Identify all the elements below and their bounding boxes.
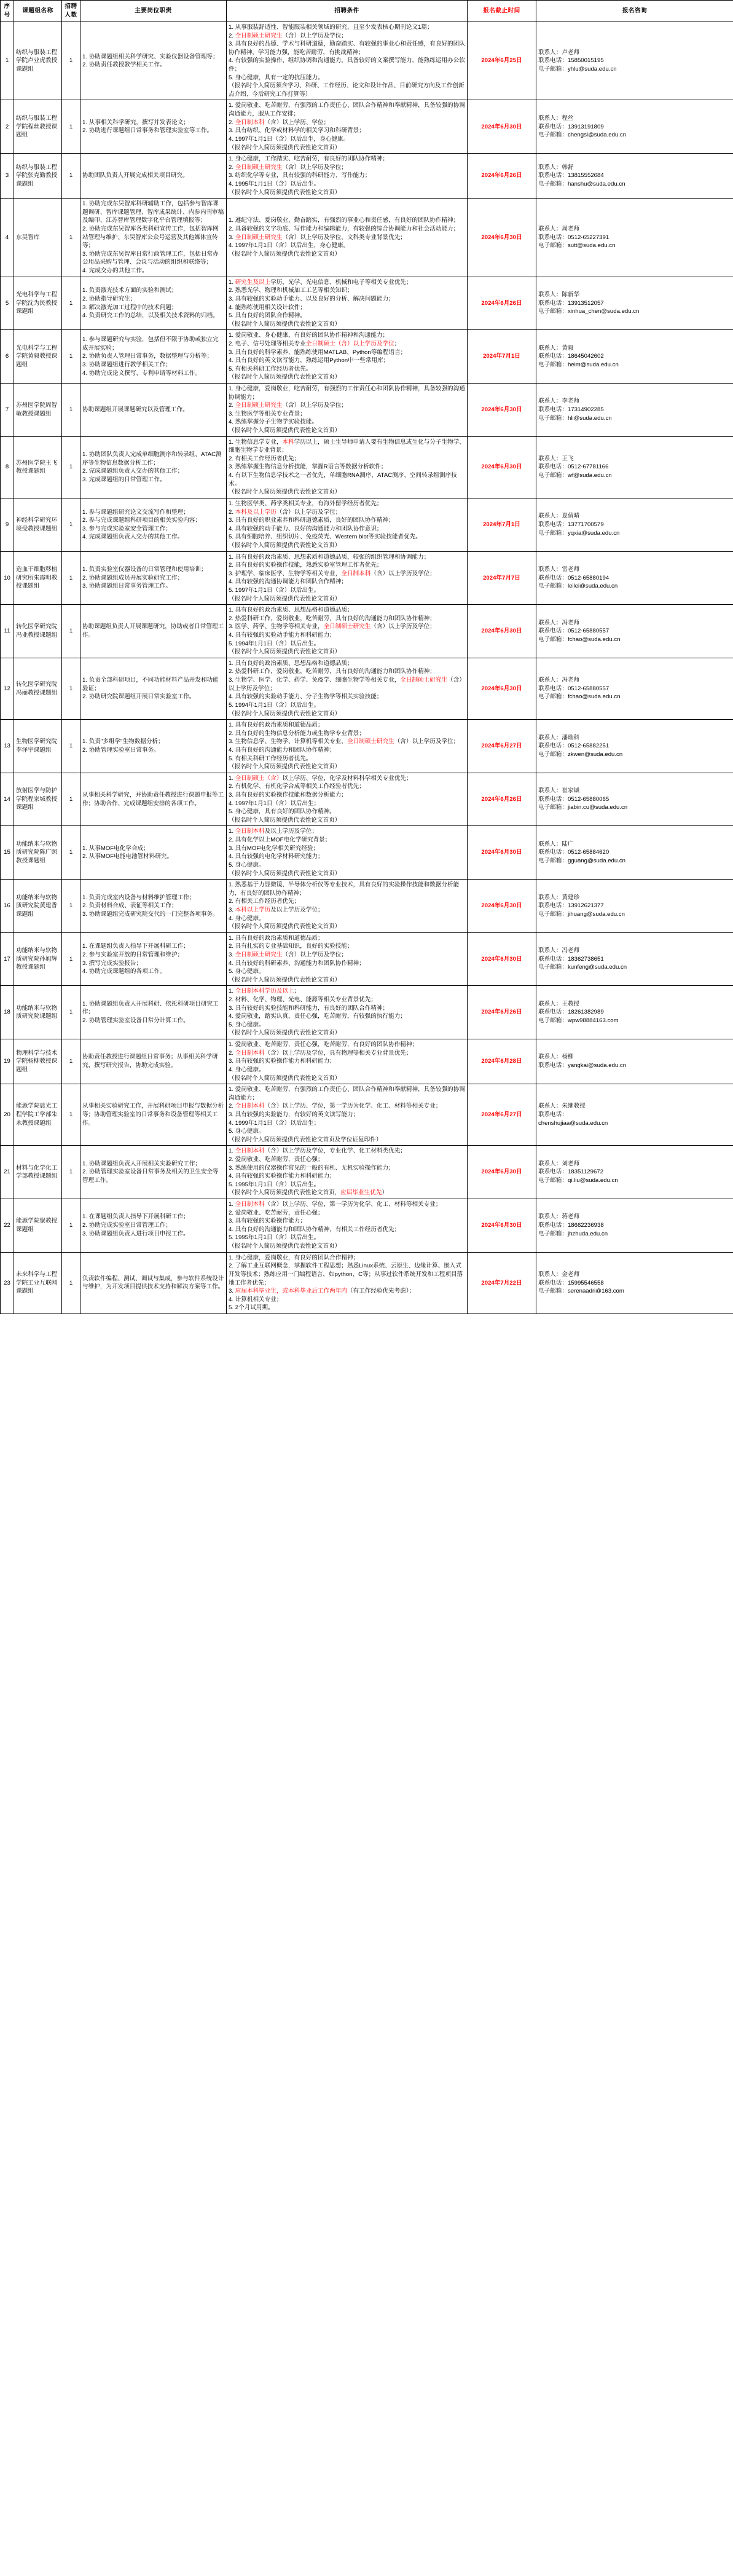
contact-info: 联系人：金老师 联系电话：15995546558 电子邮箱：serenaadri@163.com bbox=[536, 1252, 733, 1314]
table-row bbox=[1, 720, 733, 773]
application-deadline: 2024年6月27日 bbox=[468, 720, 536, 773]
recruitment-conditions: 1. 具有良好的政治素质、思想素质和道德品质，较强的组织管理和协调能力； 2. 具有良好的实验操作技能，熟悉实验室管理工作者优先； 3. 护理学、临床医学、生物学等相关专业，全日制本科（含）以上学历及学位； 4. 具有较强的沟通协调能力和团队合作精神； 5. 1997年1月1日（含）以后出生。 （报名时个人简历须提供代表性论文首页） bbox=[227, 551, 468, 605]
headcount: 1 bbox=[62, 551, 80, 605]
table-row bbox=[1, 773, 733, 826]
row-index: 18 bbox=[1, 986, 14, 1039]
job-duties: 1. 参与课题组研究论文交流写作和整理； 2. 参与完成课题组科研项目的相关实验内容； 3. 参与完成实验室安全管理工作； 4. 完成课题组负责人交办的其他工作。 bbox=[80, 498, 227, 551]
application-deadline: 2024年6月26日 bbox=[468, 154, 536, 199]
application-deadline: 2024年6月30日 bbox=[468, 383, 536, 436]
research-group-name: 转化医学研究院冯丽教授课题组 bbox=[14, 658, 62, 719]
table-row bbox=[1, 330, 733, 384]
job-duties: 从事相关实验研究工作，开展科研项目申报与数据分析等；协助管理实验室的日常事务和设备管理等相关工作。 bbox=[80, 1084, 227, 1146]
column-header-duties: 主要岗位职责 bbox=[80, 1, 227, 22]
column-header-conditions: 招聘条件 bbox=[227, 1, 468, 22]
recruitment-conditions: 1. 爱岗敬业、吃苦耐劳，有强烈的工作责任心、团队合作精神和奉献精神，具备较强的协调沟通能力，服从工作安排； 2. 全日制本科（含）以上学历、学位； 3. 具有纺织、化学或材料学的相关学习和科研背景； 4. 1997年1月1日（含）以后出生，身心健康。 （报名时个人简历须提供代表性论文首页） bbox=[227, 100, 468, 154]
contact-info: 联系人：李老师 联系电话：17314902285 电子邮箱：hli@suda.edu.cn bbox=[536, 383, 733, 436]
table-row bbox=[1, 1084, 733, 1146]
contact-info: 联系人：冯老师 联系电话：0512-65880557 电子邮箱：fchao@suda.edu.cn bbox=[536, 605, 733, 658]
application-deadline: 2024年7月22日 bbox=[468, 1252, 536, 1314]
contact-info: 联系人：朱继教授 联系电话： chenshujiaa@suda.edu.cn bbox=[536, 1084, 733, 1146]
recruitment-conditions: 1. 全日制本科（含）以上学历、学位，第一学历为化学、化工、材料等相关专业； 2. 爱岗敬业、吃苦耐劳，责任心强； 3. 具有较强的实验操作能力； 4. 具有良好的沟通能力和团队协作精神，有相关工作经历者优先； 5. 1995年1月1日（含）以后出生。 （报名时个人简历须提供代表性论文首页） bbox=[227, 1199, 468, 1253]
research-group-name: 转化医学研究院冯业教授课题组 bbox=[14, 605, 62, 658]
application-deadline: 2024年7月7日 bbox=[468, 551, 536, 605]
row-index: 2 bbox=[1, 100, 14, 154]
headcount: 1 bbox=[62, 605, 80, 658]
recruitment-conditions: 1. 爱岗敬业、身心健康，有良好的团队协作精神和沟通能力； 2. 电子、信号处理等相关专业全日制硕士（含）以上学历及学位； 3. 具有良好的科学素养，能熟练使用MATLAB、Python等编程语言； 4. 具有良好的英文读写能力，熟练运用Python中一些常用库； 5. 有相关科研工作经历者优先。 （报名时个人简历须提供代表性论文首页） bbox=[227, 330, 468, 384]
row-index: 9 bbox=[1, 498, 14, 551]
job-duties: 1. 负责"多组学"生物数据分析； 2. 协助管理实验室日常事务。 bbox=[80, 720, 227, 773]
contact-info: 联系人：黄建珍 联系电话：13912621377 电子邮箱：jihuang@suda.edu.cn bbox=[536, 880, 733, 933]
research-group-name: 功能纳米与软物质研究院课题组 bbox=[14, 986, 62, 1039]
headcount: 1 bbox=[62, 1039, 80, 1084]
job-duties: 1. 协助课题组负责人开展相关实验研究工作； 2. 协助管理实验室设备日常事务及相关的卫生安全等管理工作。 bbox=[80, 1146, 227, 1199]
column-header-group: 课题组名称 bbox=[14, 1, 62, 22]
table-row bbox=[1, 826, 733, 880]
job-duties: 1. 协助团队负责人完成单细胞测序和转录组、ATAC测序等生物信息数据分析工作； 2. 完成课题组负责人交办的其他工作； 3. 完成课题组的日常管理工作。 bbox=[80, 436, 227, 498]
headcount: 1 bbox=[62, 1199, 80, 1253]
table-row bbox=[1, 277, 733, 330]
table-header bbox=[1, 1, 733, 22]
research-group-name: 功能纳米与软物质研究院黄建香课题组 bbox=[14, 880, 62, 933]
job-duties: 1. 在课题组负责人指导下开展科研工作； 2. 参与实验室开放的日常管理和维护； 3. 撰写完成实验报告； 4. 协助完成课题组的各项工作。 bbox=[80, 932, 227, 986]
application-deadline: 2024年6月30日 bbox=[468, 826, 536, 880]
application-deadline: 2024年6月30日 bbox=[468, 100, 536, 154]
column-header-deadline: 报名截止时间 bbox=[468, 1, 536, 22]
row-index: 8 bbox=[1, 436, 14, 498]
contact-info: 联系人：程丝 联系电话：13913191809 电子邮箱：chengsi@suda.edu.cn bbox=[536, 100, 733, 154]
table-row bbox=[1, 1039, 733, 1084]
headcount: 1 bbox=[62, 383, 80, 436]
column-header-contact: 报名咨询 bbox=[536, 1, 733, 22]
headcount: 1 bbox=[62, 330, 80, 384]
row-index: 12 bbox=[1, 658, 14, 719]
headcount: 1 bbox=[62, 498, 80, 551]
job-duties: 1. 负责全部科研项目，不同功能材料产品开发和功能验证； 2. 协助研究院课题组开展日常实验室工作。 bbox=[80, 658, 227, 719]
table-row bbox=[1, 605, 733, 658]
contact-info: 联系人：王飞 联系电话：0512-67781166 电子邮箱：wf@suda.edu.cn bbox=[536, 436, 733, 498]
recruitment-conditions: 1. 全日制硕士（含）以上学历、学位，化学及材料科学相关专业优先； 2. 有机化学、有机化学合成等相关工作经验者优先； 3. 具有良好的实验操作技能和数据分析能力； 4. 1997年1月1日（含）以后出生； 5. 身心健康，具有良好的团队协作精神。 （报名时个人简历须提供代表性论文首页） bbox=[227, 773, 468, 826]
table-row bbox=[1, 880, 733, 933]
recruitment-conditions: 1. 熟悉基于力显微镜、半导体分析仪等专业技术，具有良好的实验操作技能和数据分析能力，有良好的团队协作精神； 2. 有相关工作经历者优先； 3. 本科以上学历及以上学历及学位； 4. 身心健康。 （报名时个人简历须提供代表性论文首页） bbox=[227, 880, 468, 933]
contact-info: 联系人：刘老师 联系电话：18351129672 电子邮箱：qi.liu@suda.edu.cn bbox=[536, 1146, 733, 1199]
research-group-name: 功能纳米与软物质研究院陈广照教授课题组 bbox=[14, 826, 62, 880]
row-index: 11 bbox=[1, 605, 14, 658]
recruitment-conditions: 1. 身心健康，爱岗敬业，吃苦耐劳，有强烈的工作责任心和团队协作精神，具备较强的沟通协调能力； 2. 全日制硕士研究生（含）以上学历及学位； 3. 生物医学等相关专业背景； 4. 熟练掌握分子生物学实验技能。 （报名时个人简历须提供代表性论文首页） bbox=[227, 383, 468, 436]
headcount: 1 bbox=[62, 720, 80, 773]
research-group-name: 纺织与服装工程学院卢业虎教授课题组 bbox=[14, 22, 62, 100]
contact-info: 联系人：潘瑞科 联系电话：0512-65882251 电子邮箱：zkwen@suda.edu.cn bbox=[536, 720, 733, 773]
research-group-name: 放射医学与防护学院程家城教授课题组 bbox=[14, 773, 62, 826]
contact-info: 联系人：陆广 联系电话：0512-65884620 电子邮箱：gguang@suda.edu.cn bbox=[536, 826, 733, 880]
row-index: 14 bbox=[1, 773, 14, 826]
job-duties: 1. 参与课题研究与实验，包括但不限于协助或独立完成开展实验； 2. 协助负责人管理日常事务，数据整理与分析等； 3. 协助课题组进行教学相关工作； 4. 协助完成论文撰写、专利申请等材料工作。 bbox=[80, 330, 227, 384]
table-row bbox=[1, 199, 733, 277]
table-row bbox=[1, 1199, 733, 1253]
row-index: 21 bbox=[1, 1146, 14, 1199]
research-group-name: 纺织与服装工程学院程丝教授课题组 bbox=[14, 100, 62, 154]
headcount: 1 bbox=[62, 436, 80, 498]
headcount: 1 bbox=[62, 1146, 80, 1199]
column-header-index: 序 号 bbox=[1, 1, 14, 22]
application-deadline: 2024年6月26日 bbox=[468, 773, 536, 826]
row-index: 7 bbox=[1, 383, 14, 436]
job-duties: 1. 从事MOF电化学合成； 2. 从事MOF电能电池管材料研究。 bbox=[80, 826, 227, 880]
research-group-name: 功能纳米与软物质研究院孙旭辉教授课题组 bbox=[14, 932, 62, 986]
job-duties: 1. 在课题组负责人指导下开展科研工作； 2. 协助完成实验室日常管理工作； 3. 协助课题组负责人进行项目申报工作。 bbox=[80, 1199, 227, 1253]
research-group-name: 未来科学与工程学院工业互联网课题组 bbox=[14, 1252, 62, 1314]
application-deadline: 2024年7月1日 bbox=[468, 330, 536, 384]
row-index: 17 bbox=[1, 932, 14, 986]
research-group-name: 能源学院聚教授课题组 bbox=[14, 1199, 62, 1253]
table-row bbox=[1, 1146, 733, 1199]
row-index: 16 bbox=[1, 880, 14, 933]
recruitment-conditions: 1. 具有良好的政治素质、思想品格和道德品质； 2. 热爱科研工作，爱岗敬业，吃苦耐劳，具有良好的沟通能力和团队协作精神； 3. 医学、药学、生物学等相关专业，全日制硕士研究生（含）以上学历及学位； 4. 具有较强的实验动手能力和科研能力； 5. 1994年1月1日（含）以后出生。 （报名时个人简历须提供代表性论文首页） bbox=[227, 605, 468, 658]
research-group-name: 纺织与服装工程学院张克勤教授课题组 bbox=[14, 154, 62, 199]
row-index: 5 bbox=[1, 277, 14, 330]
row-index: 20 bbox=[1, 1084, 14, 1146]
contact-info: 联系人：冯老师 联系电话：18362738651 电子邮箱：kunfeng@suda.edu.cn bbox=[536, 932, 733, 986]
recruitment-conditions: 1. 生物医学类、药学类相关专业，有海外留学经历者优先； 2. 本科及以上学历（含）以上学历及学位； 3. 具有良好的职业素养和科研道德素质，良好的团队协作精神； 4. 具有较强的动手能力、良好的沟通能力和团队协作意识； 5. 具有细胞培养、组织切片、免疫荧光、Western blot等实验技能者优先。 （报名时个人简历须提供代表性论文首页） bbox=[227, 498, 468, 551]
job-duties: 1. 负责激光技术方面的实验和测试； 2. 协助指导研究生； 3. 解决激光加工过程中的技术问题； 4. 负责研究工作的总结，以及相关技术资料的归档。 bbox=[80, 277, 227, 330]
headcount: 1 bbox=[62, 1252, 80, 1314]
row-index: 19 bbox=[1, 1039, 14, 1084]
table-row bbox=[1, 986, 733, 1039]
table-row bbox=[1, 498, 733, 551]
research-group-name: 光电科学与工程学院黄毅教授课题组 bbox=[14, 330, 62, 384]
application-deadline: 2024年6月30日 bbox=[468, 658, 536, 719]
headcount: 1 bbox=[62, 932, 80, 986]
job-duties: 协助团队负责人开展完成相关项目研究。 bbox=[80, 154, 227, 199]
job-duties: 协助课题组开展课题研究以及管理工作。 bbox=[80, 383, 227, 436]
table-row bbox=[1, 658, 733, 719]
application-deadline: 2024年6月26日 bbox=[468, 986, 536, 1039]
row-index: 15 bbox=[1, 826, 14, 880]
row-index: 4 bbox=[1, 199, 14, 277]
contact-info: 联系人：杨柳 联系电话：yangkai@suda.edu.cn bbox=[536, 1039, 733, 1084]
recruitment-conditions: 1. 生物信息学专业，本科学历以上，硕士生导师申请人要有生物信息或生化与分子生物学、细胞生物学专业背景； 2. 有相关工作经历者优先； 3. 熟练掌握生物信息分析技能，掌握R语言等数据分析软件； 4. 有以下生物信息学技术之一者优先，单细胞RNA测序、ATAC测序、空间转录组测序技术。 （报名时个人简历须提供代表性论文首页） bbox=[227, 436, 468, 498]
research-group-name: 材料与化学化工学部教授课题组 bbox=[14, 1146, 62, 1199]
contact-info: 联系人：冯老师 联系电话：0512-65880557 电子邮箱：fchao@suda.edu.cn bbox=[536, 658, 733, 719]
recruitment-conditions: 1. 身心健康，工作踏实、吃苦耐劳，有良好的团队协作精神； 2. 全日制硕士研究生（含）以上学历及学位； 3. 纺织化学等专业，具有较强的科研能力、写作能力； 4. 1995年1月1日（含）以后出生。 （报名时个人简历须提供代表性论文首页） bbox=[227, 154, 468, 199]
recruitment-conditions: 1. 从事服装舒适性、智能服装相关领域的研究，且至少发表核心期刊论文1篇； 2. 全日制硕士研究生（含）以上学历及学位； 3. 具有良好的品德、学术与科研道德，勤奋踏实、有较强的事业心和责任感，有良好的团队协作精神，学习能力强，能吃苦耐劳，有挑战精神； 4. 有较强的实验操作、组织协调和沟通能力，具备较好的文案撰写能力，能熟练运用办公软件； 5. 身心健康，具有一定的抗压能力。 （报名时个人简历须含学习、科研、工作经历、论文和设计作品、目前研究方向及工作创新点介绍、今后研究工作打算等） bbox=[227, 22, 468, 100]
research-group-name: 造血干细胞移植研究所朱霞明教授课题组 bbox=[14, 551, 62, 605]
research-group-name: 物理科学与技术学院杨柳教授课题组 bbox=[14, 1039, 62, 1084]
job-duties: 1. 负责完成室内设备与材料维护管理工作； 2. 负责材料合成、表征等相关工作； 3. 协助课题组完成研究院交代的一门完整各项事务。 bbox=[80, 880, 227, 933]
job-duties: 负责软件编程、测试、调试与集成，参与软件系统设计与维护，为开发项目提供技术支持和解决方案等工作。 bbox=[80, 1252, 227, 1314]
recruitment-conditions: 1. 爱岗敬业、吃苦耐劳，有强烈的工作责任心、团队合作精神和奉献精神，具备较强的协调沟通能力； 2. 全日制本科（含）以上学历、学位，第一学历为化学、化工、材料等相关专业； 3. 具有较强的实验能力，有较好的英文读写能力； 4. 1999年1月1日（含）以后出生； 5. 身心健康。 （报名时个人简历须提供代表性论文首页及学位证复印件） bbox=[227, 1084, 468, 1146]
table-row bbox=[1, 551, 733, 605]
headcount: 1 bbox=[62, 154, 80, 199]
row-index: 23 bbox=[1, 1252, 14, 1314]
application-deadline: 2024年6月28日 bbox=[468, 1039, 536, 1084]
table-row bbox=[1, 383, 733, 436]
column-header-headcount: 招聘 人数 bbox=[62, 1, 80, 22]
row-index: 10 bbox=[1, 551, 14, 605]
table-body bbox=[1, 22, 733, 1314]
application-deadline: 2024年6月27日 bbox=[468, 1084, 536, 1146]
recruitment-conditions: 1. 全日制本科学历及以上； 2. 材料、化学、物理、光电、能源等相关专业背景优先； 3. 具有较好的实验技能和科研能力，有良好的团队合作精神； 4. 爱岗敬业，踏实认真，责任心强，吃苦耐劳，有较强的执行能力； 5. 身心健康。 （报名时个人简历须提供代表性论文首页） bbox=[227, 986, 468, 1039]
table-row bbox=[1, 100, 733, 154]
contact-info: 联系人：蒋老师 联系电话：18662236938 电子邮箱：jhzhuda.edu.cn bbox=[536, 1199, 733, 1253]
table-row bbox=[1, 154, 733, 199]
row-index: 1 bbox=[1, 22, 14, 100]
headcount: 1 bbox=[62, 773, 80, 826]
row-index: 6 bbox=[1, 330, 14, 384]
headcount: 1 bbox=[62, 880, 80, 933]
table-row bbox=[1, 436, 733, 498]
research-group-name: 苏州医学院周智敏教授课题组 bbox=[14, 383, 62, 436]
row-index: 13 bbox=[1, 720, 14, 773]
headcount: 1 bbox=[62, 100, 80, 154]
research-group-name: 光电科学与工程学院沈为民教授课题组 bbox=[14, 277, 62, 330]
research-group-name: 生物医学研究院李泽宇课题组 bbox=[14, 720, 62, 773]
contact-info: 联系人：夏倩晴 联系电话：13771700579 电子邮箱：yqxia@suda.edu.cn bbox=[536, 498, 733, 551]
application-deadline: 2024年6月26日 bbox=[468, 277, 536, 330]
job-duties: 1. 从事相关科学研究，撰写并发表论文； 2. 协助进行课题组日常事务和管理实验室等工作。 bbox=[80, 100, 227, 154]
application-deadline: 2024年6月30日 bbox=[468, 1146, 536, 1199]
application-deadline: 2024年6月25日 bbox=[468, 22, 536, 100]
job-duties: 协助责任教授进行课题组日常事务；从事相关科学研究，撰写研究报告，协助完成实验。 bbox=[80, 1039, 227, 1084]
recruitment-conditions: 1. 研究生及以上学历，光学、光电信息、机械和电子等相关专业优先； 2. 熟悉光学、物理和机械加工工艺等相关知识； 3. 具有较强的实验动手能力、以及良好的分析、解决问题能力； 4. 能熟练使用相关设计软件； 5. 具有良好的团队合作精神。 （报名时个人简历须提供代表性论文首页） bbox=[227, 277, 468, 330]
contact-info: 联系人：黄毅 联系电话：18645042602 电子邮箱：heim@suda.edu.cn bbox=[536, 330, 733, 384]
research-group-name: 能源学院晨光工程学院工学部朱永教授课题组 bbox=[14, 1084, 62, 1146]
contact-info: 联系人：韩舒 联系电话：13815552684 电子邮箱：hanshu@suda.edu.cn bbox=[536, 154, 733, 199]
application-deadline: 2024年6月30日 bbox=[468, 605, 536, 658]
header-row bbox=[1, 1, 733, 22]
job-duties: 1. 协助完成东吴智库科研辅助工作，包括参与智库课题调研、智库课题管理、智库成果统计、内参内刊审稿及编印、江苏智库管理数字化平台管理填报等； 2. 协助完成东吴智库各类科研宣传工作，包括智库网站管理与维护、东吴智库公众号运营及其他媒体宣传等； 3. 协助完成东吴智库日常行政管理工作，包括日常办公用品采购与管理、会议与活动的组织和联络等； 4. 完成交办的其他工作。 bbox=[80, 199, 227, 277]
contact-info: 联系人：崔家城 联系电话：0512-65880065 电子邮箱：jiabin.cu@suda.edu.cn bbox=[536, 773, 733, 826]
headcount: 1 bbox=[62, 22, 80, 100]
job-duties: 1. 协助课题组负责人开展科研、依托科研项目研究工作； 2. 协助管理实验室设备日常分计算工作。 bbox=[80, 986, 227, 1039]
recruitment-conditions: 1. 全日制本科及以上学历及学位； 2. 具有化学以上MOF电化学研究背景； 3. 具有MOF电化学相关研究经验； 4. 具有较强的电化学材料研究能力； 5. 身心健康。 （报名时个人简历须提供代表性论文首页） bbox=[227, 826, 468, 880]
contact-info: 联系人：陈新华 联系电话：13913512057 电子邮箱：xinhua_chen@suda.edu.cn bbox=[536, 277, 733, 330]
table-row bbox=[1, 932, 733, 986]
table-row bbox=[1, 1252, 733, 1314]
contact-info: 联系人：卢老师 联系电话：15850015195 电子邮箱：yhlu@suda.edu.cn bbox=[536, 22, 733, 100]
recruitment-conditions: 1. 爱岗敬业、吃苦耐劳，责任心强，吃苦耐劳，有良好的团队协作精神； 2. 全日制本科（含）以上学历及学位，具有物理等相关专业背景优先； 3. 具有较强的实验操作能力和科研能力； 4. 身心健康。 （报名时个人简历须提供代表性论文首页） bbox=[227, 1039, 468, 1084]
headcount: 1 bbox=[62, 658, 80, 719]
table-row bbox=[1, 22, 733, 100]
headcount: 1 bbox=[62, 199, 80, 277]
application-deadline: 2024年6月30日 bbox=[468, 436, 536, 498]
headcount: 1 bbox=[62, 986, 80, 1039]
recruitment-conditions: 1. 具有良好的政治素质、思想品格和道德品质； 2. 热爱科研工作，爱岗敬业，吃苦耐劳，具有良好的沟通能力和团队协作精神； 3. 生物学、医学、化学、药学、免疫学、细胞生物学等相关专业，全日制硕士研究生（含）以上学历及学位； 4. 具有较强的实验动手能力、分子生物学等相关实验技能； 5. 1994年1月1日（含）以后出生。 （报名时个人简历须提供代表性论文首页） bbox=[227, 658, 468, 719]
recruitment-conditions: 1. 具有良好的政治素质和道德品质； 2. 具有扎实的专业基础知识，良好的实验技能； 3. 全日制硕士研究生（含）以上学历及学位； 4. 具有较好的科研素养、沟通能力和团队协作精神； 5. 身心健康。 （报名时个人简历须提供代表性论文首页） bbox=[227, 932, 468, 986]
research-group-name: 神经科学研究环境受教授课题组 bbox=[14, 498, 62, 551]
recruitment-conditions: 1. 遵纪守法、爱岗敬业、勤奋踏实，有强烈的事业心和责任感，有良好的团队协作精神； 2. 具备较强的文字功底、写作能力和编辑能力，有较强的综合协调能力和社会活动能力； 3. 全日制硕士研究生（含）以上学历及学位，文科类专业背景优先； 4. 1997年1月1日（含）以后出生，身心健康。 （报名时个人简历须提供代表性论文首页） bbox=[227, 199, 468, 277]
research-group-name: 东吴智库 bbox=[14, 199, 62, 277]
recruitment-conditions: 1. 具有良好的政治素质和道德品质； 2. 具有良好的生物信息分析能力或生物学专业背景； 3. 生物信息学、生物学、计算机等相关专业，全日制硕士研究生（含）以上学历及学位； 4. 具有良好的沟通能力和团队协作精神； 5. 有相关科研工作经历者优先。 （报名时个人简历须提供代表性论文首页） bbox=[227, 720, 468, 773]
application-deadline: 2024年6月30日 bbox=[468, 880, 536, 933]
application-deadline: 2024年6月30日 bbox=[468, 932, 536, 986]
job-duties: 1. 负责实验室仪器设备的日常管理和使用培训； 2. 协助课题组成员开展实验研究工作； 3. 协助课题组日常事务管理工作。 bbox=[80, 551, 227, 605]
job-duties: 从事相关科学研究，并协助责任教授进行课题申报等工作；协助合作、完成课题组安排的各项工作。 bbox=[80, 773, 227, 826]
recruitment-conditions: 1. 身心健康，爱岗敬业，有良好的团队合作精神； 2. 了解工业互联网概念，掌握软件工程思想；熟悉Linux系统、云原生、边缘计算、嵌入式开发等技术；熟练应用一门编程语言，如python、C等；从事过软件系统开发和工程项目落地工作者优先； 3. 应届本科毕业生，或本科毕业后工作两年内（有工作经验优先考虑）； 4. 计算机相关专业； 5. 2个月试用期。 bbox=[227, 1252, 468, 1314]
contact-info: 联系人：周老师 联系电话：0512-65227391 电子邮箱：sutt@suda.edu.cn bbox=[536, 199, 733, 277]
contact-info: 联系人：王教授 联系电话：18261382989 电子邮箱：wpw98884163.com bbox=[536, 986, 733, 1039]
headcount: 1 bbox=[62, 1084, 80, 1146]
job-duties: 1. 协助课题组相关科学研究、实验仪器设备管理等； 2. 协助责任教授教学相关工作。 bbox=[80, 22, 227, 100]
research-group-name: 苏州医学院王飞教授课题组 bbox=[14, 436, 62, 498]
recruitment-conditions: 1. 全日制本科（含）以上学历及学位，专业化学、化工材料类优先； 2. 爱岗敬业、吃苦耐劳，责任心强； 3. 熟练使用的仪器操作常见的一般的有机、无机实验操作能力； 4. 具有较强的实验操作能力和科研能力； 5. 1995年1月1日（含）以后出生。 （报名时个人简历须提供代表性论文首页，应届毕业生优先） bbox=[227, 1146, 468, 1199]
application-deadline: 2024年7月1日 bbox=[468, 498, 536, 551]
contact-info: 联系人：雷老师 联系电话：0512-65880194 电子邮箱：leilei@suda.edu.cn bbox=[536, 551, 733, 605]
row-index: 22 bbox=[1, 1199, 14, 1253]
headcount: 1 bbox=[62, 277, 80, 330]
headcount: 1 bbox=[62, 826, 80, 880]
job-duties: 协助课题组负责人开展课题研究，协助或者日常管理工作。 bbox=[80, 605, 227, 658]
application-deadline: 2024年6月30日 bbox=[468, 199, 536, 277]
application-deadline: 2024年6月30日 bbox=[468, 1199, 536, 1253]
row-index: 3 bbox=[1, 154, 14, 199]
